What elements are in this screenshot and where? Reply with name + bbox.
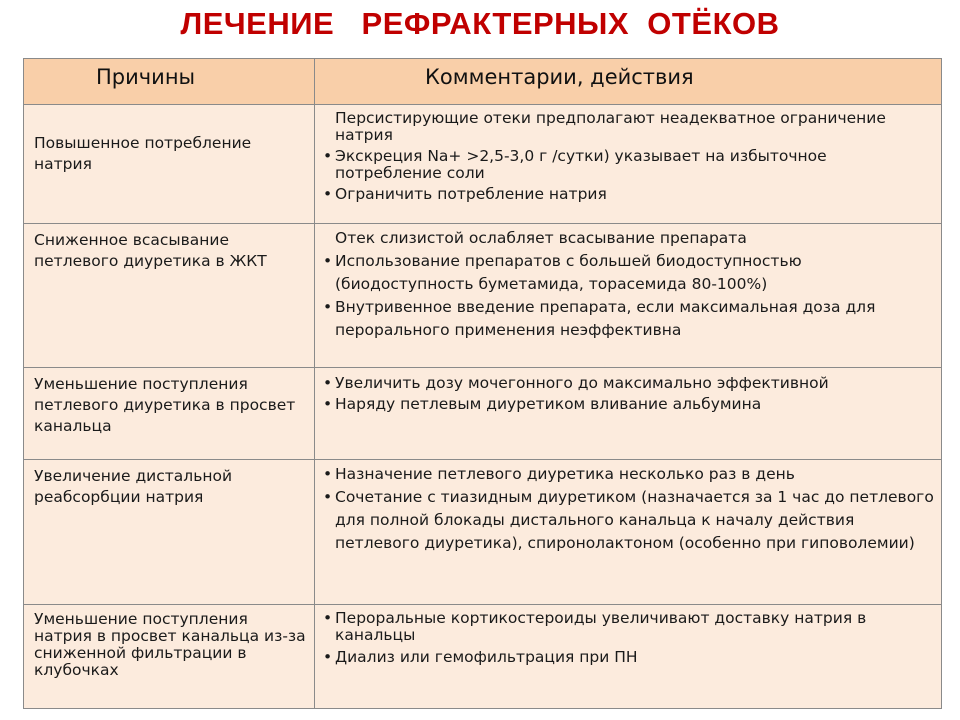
list-item: • Пероральные кортикостероиды увеличивают доставку натрия в канальцы — [323, 609, 867, 644]
treatment-table — [23, 58, 942, 709]
header-comments: Комментарии, действия — [315, 59, 942, 105]
list-item: • Диализ или гемофильтрация при ПН — [323, 648, 638, 666]
comment-lead: Персистирующие отеки предполагают неадекватное ограничение натрия — [335, 109, 886, 144]
bullet-icon: • — [323, 488, 333, 506]
table-row — [24, 224, 942, 368]
comment-cell — [315, 368, 942, 460]
list-item: • Использование препаратов с большей биодоступностью (биодоступность буметамида, торасемида 80-100%) — [323, 250, 935, 296]
comment-lead: Отек слизистой ослабляет всасывание препарата — [335, 229, 747, 247]
cause-cell: Сниженное всасывание петлевого диуретика в ЖКТ — [24, 224, 315, 368]
bullet-icon: • — [323, 609, 333, 627]
bullet-icon: • — [323, 147, 333, 165]
list-item: • Наряду петлевым диуретиком вливание альбумина — [323, 395, 762, 413]
page-title: ЛЕЧЕНИЕ РЕФРАКТЕРНЫХ ОТЁКОВ — [180, 6, 780, 41]
list-item: • Экскреция Na+ >2,5-3,0 г /сутки) указывает на избыточное потребление соли — [323, 147, 827, 182]
bullet-icon: • — [323, 298, 333, 316]
table-row — [24, 460, 942, 605]
cause-cell: Уменьшение поступления петлевого диуретика в просвет канальца — [24, 368, 315, 460]
list-item: • Внутривенное введение препарата, если максимальная доза для перорального применения неэффективна — [323, 296, 935, 342]
cause-cell: Уменьшение поступления натрия в просвет канальца из-за сниженной фильтрации в клубочках — [24, 605, 315, 709]
header-causes: Причины — [24, 59, 315, 105]
list-item: • Назначение петлевого диуретика несколько раз в день — [323, 463, 935, 486]
list-item: • Сочетание с тиазидным диуретиком (назначается за 1 час до петлевого для полной блокады дистального канальца к началу действия петлевого диуретика), спиронолактоном (особенно при гиповолемии) — [323, 486, 935, 555]
bullet-icon: • — [323, 465, 333, 483]
table-row — [24, 605, 942, 709]
bullet-icon: • — [323, 252, 333, 270]
list-item: • Увеличить дозу мочегонного до максимально эффективной — [323, 374, 829, 392]
list-item: • Ограничить потребление натрия — [323, 185, 607, 203]
table-header-row — [24, 59, 942, 105]
cause-cell: Повышенное потребление натрия — [24, 105, 315, 224]
table-row — [24, 105, 942, 224]
comment-cell — [315, 105, 942, 224]
table-row — [24, 368, 942, 460]
bullet-icon: • — [323, 648, 333, 666]
bullet-icon: • — [323, 185, 333, 203]
bullet-icon: • — [323, 395, 333, 413]
comment-cell — [315, 605, 942, 709]
cause-cell: Увеличение дистальной реабсорбции натрия — [24, 460, 315, 605]
comment-cell — [315, 224, 942, 368]
bullet-icon: • — [323, 374, 333, 392]
comment-cell — [315, 460, 942, 605]
